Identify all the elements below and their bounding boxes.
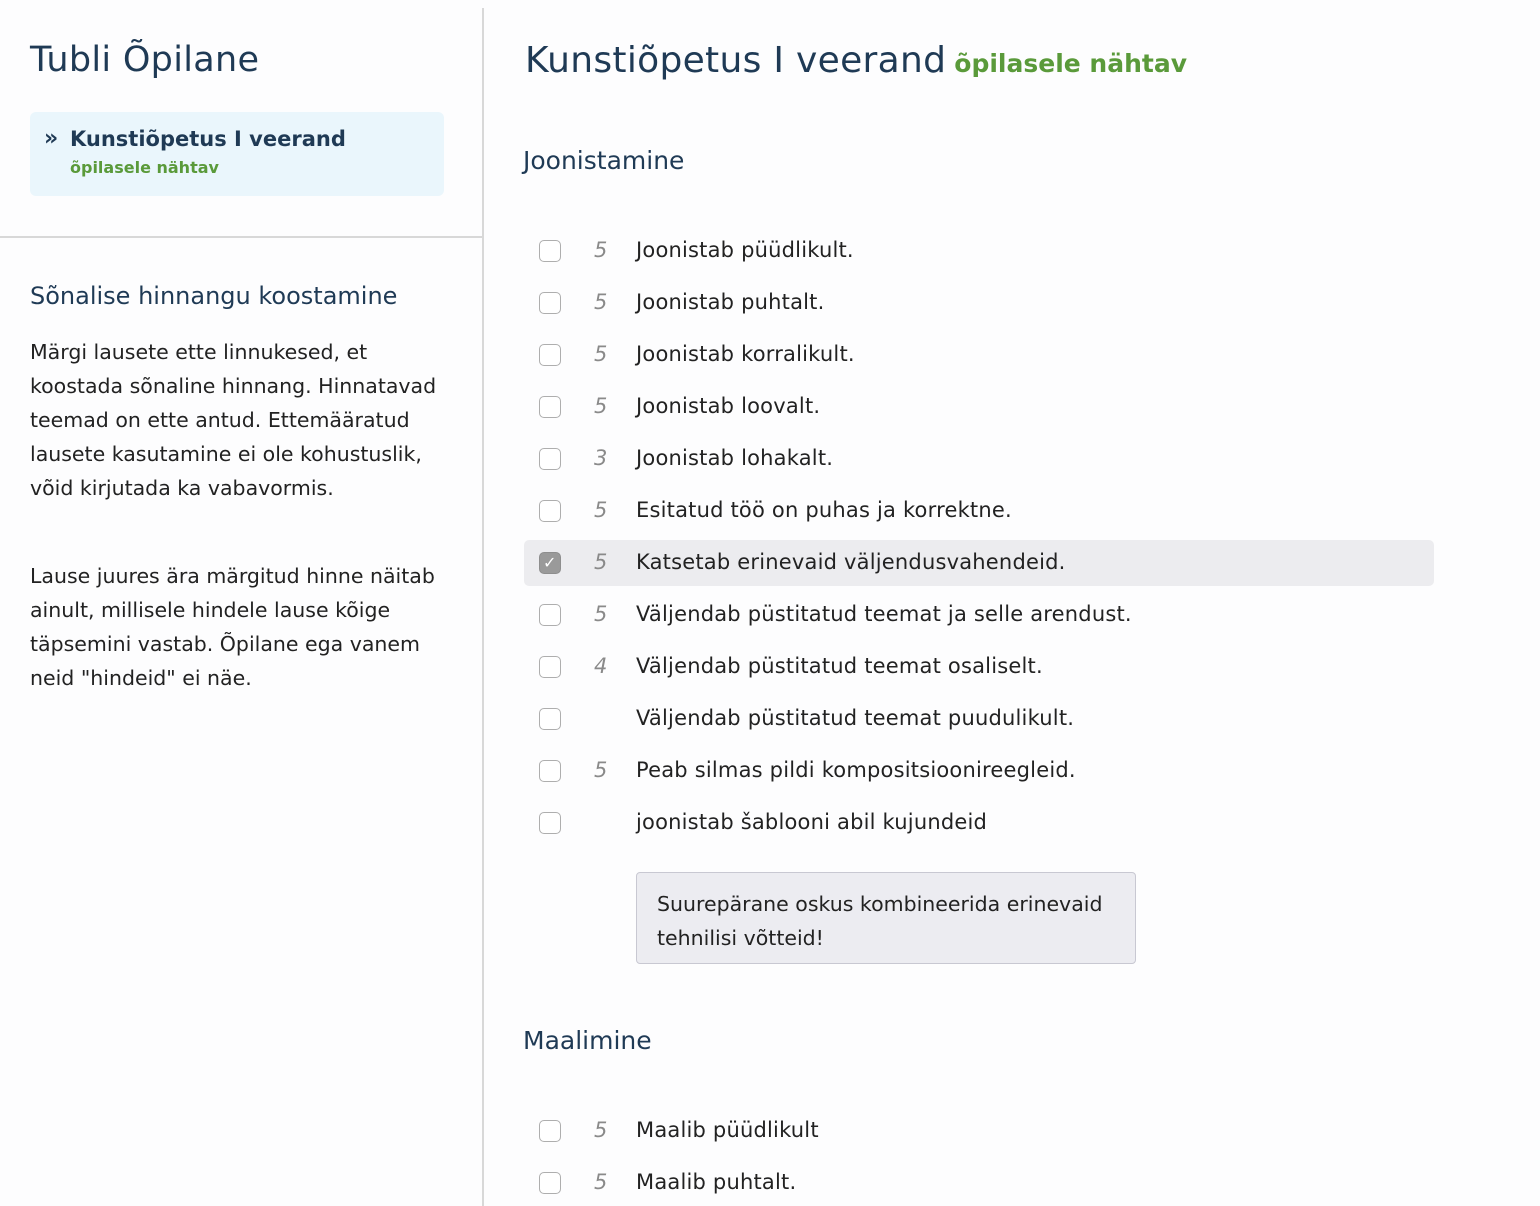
statement-label: Maalib puhtalt. <box>636 1170 797 1194</box>
statement-label: Joonistab lohakalt. <box>636 446 834 470</box>
statement-label: Joonistab korralikult. <box>636 342 855 366</box>
statement-checkbox[interactable] <box>539 604 561 626</box>
statement-grade: 3 <box>594 446 608 470</box>
visibility-status: õpilasele nähtav <box>70 158 219 177</box>
main-content <box>484 0 1540 1206</box>
statement-row[interactable] <box>524 332 1434 378</box>
statement-row[interactable] <box>524 384 1434 430</box>
statement-grade: 5 <box>594 1170 608 1194</box>
statement-label: Katsetab erinevaid väljendusvahendeid. <box>636 550 1066 574</box>
statement-grade: 5 <box>594 758 608 782</box>
statement-checkbox[interactable] <box>539 396 561 418</box>
comment-textarea[interactable]: Suurepärane oskus kombineerida erinevaid tehnilisi võtteid! <box>636 872 1136 964</box>
statement-checkbox[interactable] <box>539 812 561 834</box>
statement-grade: 5 <box>594 238 608 262</box>
help-paragraph: Märgi lausete ette linnukesed, et koostada sõnaline hinnang. Hinnatavad teemad on ette antud. Ettemääratud lausete kasutamine ei ole kohustuslik, võid kirjutada ka vabavormis. <box>30 340 437 500</box>
statement-label: Esitatud töö on puhas ja korrektne. <box>636 498 1012 522</box>
statement-checkbox[interactable] <box>539 656 561 678</box>
visibility-badge: õpilasele nähtav <box>954 49 1188 78</box>
sidebar <box>0 0 483 1206</box>
statement-grade: 5 <box>594 602 608 626</box>
statement-grade: 5 <box>594 1118 608 1142</box>
statement-label: Peab silmas pildi kompositsioonireegleid. <box>636 758 1076 782</box>
sidebar-item-label: Kunstiõpetus I veerand <box>70 127 346 151</box>
section-title: Maalimine <box>523 1026 652 1055</box>
help-title: Sõnalise hinnangu koostamine <box>30 282 398 310</box>
statement-grade: 5 <box>594 394 608 418</box>
statement-checkbox[interactable] <box>539 1172 561 1194</box>
double-chevron-right-icon: » <box>44 126 59 151</box>
checkmark-icon: ✓ <box>543 553 557 572</box>
statement-label: Väljendab püstitatud teemat osaliselt. <box>636 654 1043 678</box>
statement-row[interactable] <box>524 488 1434 534</box>
sidebar-item-course[interactable] <box>30 112 444 196</box>
statement-grade: 5 <box>594 550 608 574</box>
statement-checkbox[interactable] <box>539 500 561 522</box>
statement-row[interactable] <box>524 644 1434 690</box>
statement-row[interactable] <box>524 1160 1434 1206</box>
sidebar-divider <box>0 236 483 238</box>
statement-label: Joonistab puhtalt. <box>636 290 825 314</box>
help-paragraph: Lause juures ära märgitud hinne näitab ainult, millisele hindele lause kõige täpsemini vastab. Õpilane ega vanem neid "hindeid" ei näe. <box>30 564 435 690</box>
statement-row[interactable] <box>524 696 1434 742</box>
statement-label: joonistab šablooni abil kujundeid <box>636 810 988 834</box>
statement-checkbox[interactable] <box>539 1120 561 1142</box>
statement-row[interactable] <box>524 592 1434 638</box>
statement-grade: 5 <box>594 342 608 366</box>
statement-label: Maalib püüdlikult <box>636 1118 819 1142</box>
page-title-text: Kunstiõpetus I veerand <box>525 40 947 81</box>
statement-checkbox[interactable] <box>539 760 561 782</box>
statement-checkbox[interactable] <box>539 344 561 366</box>
section-title: Joonistamine <box>523 146 685 175</box>
statement-row[interactable] <box>524 436 1434 482</box>
statement-checkbox[interactable] <box>539 708 561 730</box>
student-name: Tubli Õpilane <box>30 40 260 80</box>
statement-row[interactable] <box>524 228 1434 274</box>
statement-row[interactable] <box>524 280 1434 326</box>
statement-label: Joonistab loovalt. <box>636 394 821 418</box>
statement-row[interactable] <box>524 748 1434 794</box>
statement-checkbox[interactable] <box>539 292 561 314</box>
statement-label: Joonistab püüdlikult. <box>636 238 854 262</box>
page-title <box>525 40 1187 81</box>
statement-checkbox[interactable] <box>539 552 561 574</box>
statement-row[interactable] <box>524 1108 1434 1154</box>
statement-grade: 5 <box>594 498 608 522</box>
statement-checkbox[interactable] <box>539 240 561 262</box>
statement-checkbox[interactable] <box>539 448 561 470</box>
statement-row[interactable] <box>524 540 1434 586</box>
statement-row[interactable] <box>524 800 1434 846</box>
statement-label: Väljendab püstitatud teemat puudulikult. <box>636 706 1075 730</box>
statement-grade: 4 <box>594 654 608 678</box>
statement-label: Väljendab püstitatud teemat ja selle arendust. <box>636 602 1132 626</box>
statement-grade: 5 <box>594 290 608 314</box>
